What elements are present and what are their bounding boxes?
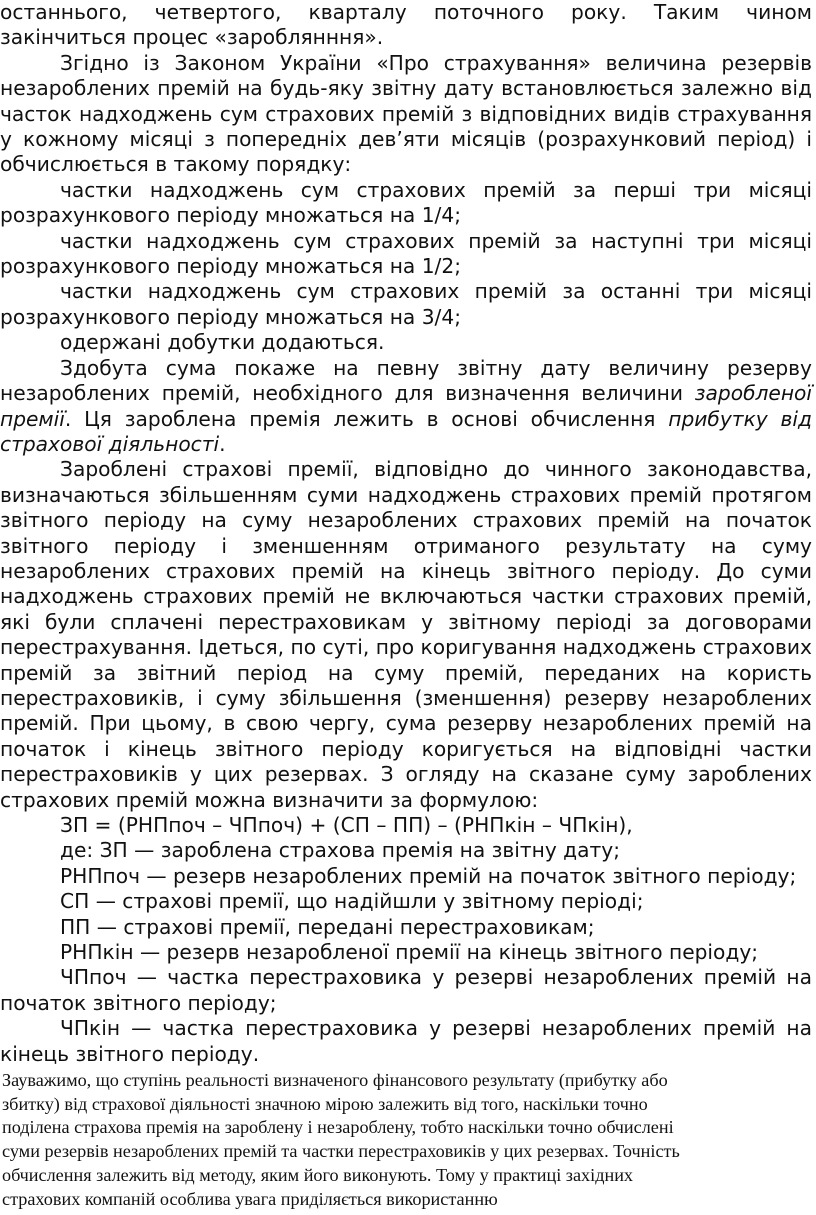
italic-term-insurance-profit: прибутку від страхової діяльності (0, 406, 813, 456)
text-run: . (219, 431, 226, 456)
formula-line: ЗП = (РНПпоч – ЧПпоч) + (СП – ПП) – (РНПкін – ЧПкін), (60, 813, 633, 837)
definition-sp: СП — страхові премії, що надійшли у звітному періоді; (60, 889, 644, 914)
paragraph-reserve-law: Згідно із Законом України «Про страхування» величина резервів незароблених премій на будь-яку звітну дату встановлюється залежно від часток надходжень сум страхових премій з відповідних видів страхування у кожному місяці з попередніх дев’яти місяців (розрахунковий період) і обчислюється в такому порядку: (0, 50, 812, 177)
paragraph-products-summed: одержані добутки додаються. (60, 330, 385, 355)
paragraph-third-quarter-rule: частки надходжень сум страхових премій за останні три місяці розрахункового періоду множаться на 3/4; (0, 279, 812, 329)
paragraph-second-quarter-rule: частки надходжень сум страхових премій за наступні три місяці розрахункового періоду множаться на 1/2; (0, 228, 812, 279)
definition-pp: ПП — страхові премії, передані перестраховикам; (60, 914, 595, 939)
definition-rnp-end: РНПкін — резерв незаробленої премії на кінець звітного періоду; (60, 940, 759, 965)
paragraph-earned-premiums-definition: Зароблені страхові премії, відповідно до чинного законодавства, визначаються збільшенням суми надходжень страхових премій протягом звітного періоду на суму незароблених страхових премій на початок звітного періоду і зменшенням отриманого результату на суму незароблених страхових премій на кінець звітного періоду. До суми надходжень страхових премій не включаються частки страхових премій, які були сплачені перестраховикам у звітному періоді за договорами перестрахування. Ідеться, по суті, про коригування надходжень страхових премій за звітний період на суму премій, переданих на користь перестраховиків, і суму збільшення (зменшення) резерву незароблених премій. При цьому, в свою чергу, сума резерву незароблених премій на початок і кінець звітного періоду коригується на відповідні частки перестраховиків у цих резервах. З огляду на сказане суму зароблених страхових премій можна визначити за формулою: (0, 457, 812, 812)
definition-zp: де: ЗП — зароблена страхова премія на звітну дату; (60, 838, 621, 863)
closing-line: поділена страхова премія на зароблену і незароблену, тобто наскільки точно обчислені (2, 1117, 674, 1138)
closing-line: збитку) від страхової діяльності значною мірою залежить від того, наскільки точно (2, 1093, 648, 1114)
paragraph-continuation: останнього, четвертого, кварталу поточного року. Таким чином закінчиться процес «зароблянння». (0, 0, 812, 50)
definition-chp-start: ЧПпоч — частка перестраховика у резерві незароблених премій на початок звітного періоду; (0, 965, 812, 1015)
definition-chp-end: ЧПкін — частка перестраховика у резерві незароблених премій на кінець звітного періоду. (0, 1016, 812, 1066)
closing-paragraph (2, 1069, 792, 1211)
closing-line: обчислення залежить від методу, яким його виконують. Тому у практиці західних (2, 1164, 634, 1185)
paragraph-earned-premium-intro (0, 356, 812, 458)
closing-line: страхових компаній особлива увага приділяється використанню (2, 1188, 498, 1209)
paragraph-first-quarter-rule: частки надходжень сум страхових премій за перші три місяці розрахункового періоду множаться на 1/4; (0, 177, 812, 228)
definition-rnp-start: РНПпоч — резерв незароблених премій на початок звітного періоду; (60, 863, 797, 888)
closing-line: суми резервів незароблених премій та частки перестраховиків у цих резервах. Точність (2, 1141, 680, 1162)
text-run: . Ця зароблена премія лежить в основі обчислення (64, 406, 669, 431)
text-run: Здобута сума покаже на певну звітну дату величину резерву незароблених премій, необхідного для визначення величини (0, 355, 812, 406)
italic-term-earned-premium: заробленої премії (0, 381, 812, 431)
closing-line: Зауважимо, що ступінь реальності визначеного фінансового результату (прибутку або (2, 1070, 668, 1090)
